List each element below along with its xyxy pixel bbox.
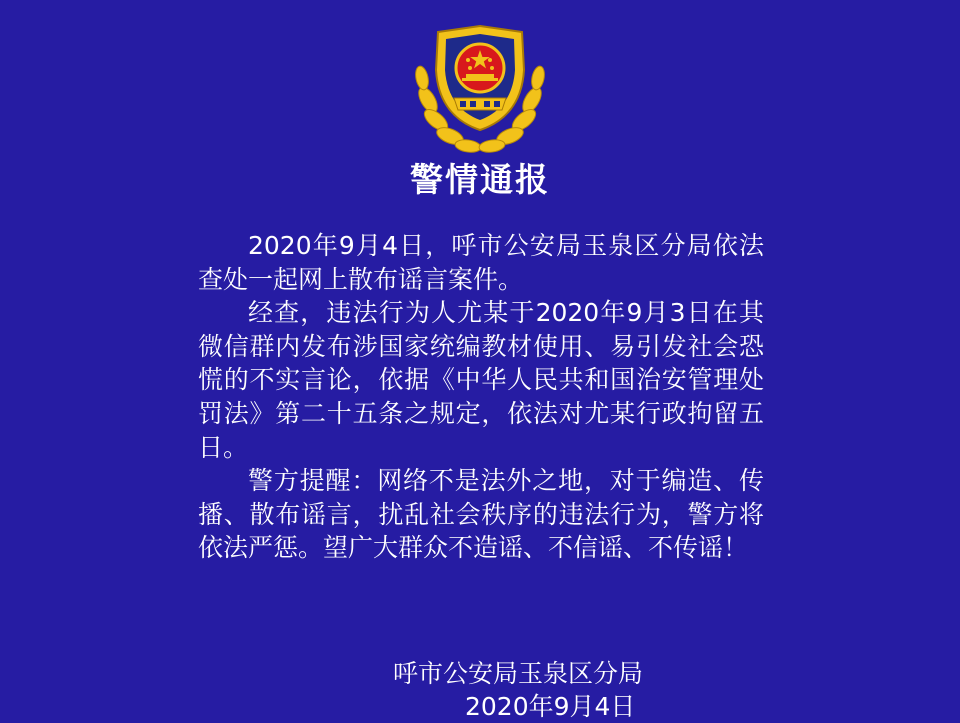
- signature-date: 2020年9月4日: [465, 692, 636, 721]
- paragraph-investigation: 经查，违法行为人尤某于2020年9月3日在其微信群内发布涉国家统编教材使用、易引发社会恐慌的不实言论，依据《中华人民共和国治安管理处罚法》第二十五条之规定，依法对尤某行政拘留五日。: [198, 298, 764, 462]
- paragraph-case-summary: 2020年9月4日，呼市公安局玉泉区分局依法查处一起网上散布谣言案件。: [198, 231, 764, 294]
- notice-title: 警情通报: [410, 160, 550, 199]
- notice-body: [198, 229, 764, 565]
- signature-block: [393, 657, 673, 723]
- paragraph-police-reminder: 警方提醒：网络不是法外之地，对于编造、传播、散布谣言，扰乱社会秩序的违法行为，警方将依法严惩。望广大群众不造谣、不信谣、不传谣！: [198, 466, 764, 563]
- signature-organization: 呼市公安局玉泉区分局: [393, 659, 644, 688]
- police-badge-emblem-icon: [414, 12, 546, 162]
